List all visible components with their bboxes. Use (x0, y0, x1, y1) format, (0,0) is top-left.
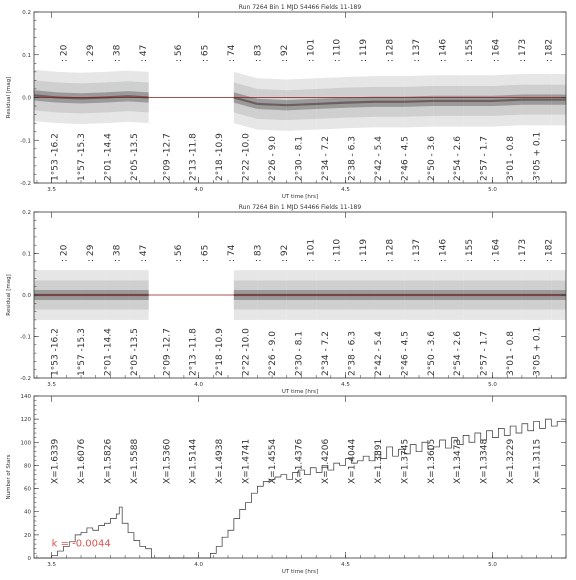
histogram-ytick-label: 140 (20, 394, 31, 400)
histogram-airmass-label: X=1.5588 (129, 438, 140, 484)
residual-0-field-label: : 20 (59, 44, 70, 62)
residual-0-ytick-label: 0.1 (22, 52, 31, 59)
residual-0-time-label: 2°46 - 4.5 (400, 136, 411, 181)
residual-0-time-label: 2°57 - 1.7 (479, 136, 490, 181)
residual-0-xtick-label: 5.0 (488, 187, 497, 193)
residual-0-time-label: 3°05 + 0.1 (532, 131, 543, 181)
histogram-airmass-label: X=1.3115 (532, 438, 543, 484)
residual-1-field-label: : 164 (491, 238, 502, 262)
residual-0-median-line (493, 100, 522, 101)
histogram-airmass-label: X=1.3348 (479, 438, 490, 484)
residual-0-median-line (316, 103, 345, 104)
residual-1-time-label: 1°57 -15.3 (77, 328, 88, 376)
residual-0-time-label: 3°01 - 0.8 (506, 136, 517, 181)
residual-1-field-label: : 83 (253, 244, 264, 262)
residual-0-field-label: : 155 (465, 38, 476, 62)
residual-0-ytick-label: 0.2 (22, 10, 31, 16)
residual-0-xtick-label: 4.0 (194, 187, 203, 193)
histogram-ytick-label: 0 (27, 556, 31, 562)
residual-0-xlabel: UT time [hrs] (281, 194, 319, 200)
star-count-panel (6, 394, 566, 575)
histogram-ytick-label: 40 (24, 509, 31, 516)
residual-0-time-label: 1°53 -16.2 (50, 133, 61, 181)
residual-1-field-label: : 128 (385, 238, 396, 262)
residual-1-ytick-label: 0.1 (22, 251, 31, 258)
residual-0-median-line (346, 102, 375, 103)
residual-1-xtick-label: 5.0 (488, 382, 497, 388)
residual-0-time-label: 2°30 - 8.1 (294, 136, 305, 181)
histogram-xlabel: UT time [hrs] (281, 569, 319, 575)
residual-1-ytick-label: 0.0 (22, 293, 31, 299)
residual-1-ytick-label: 0.2 (22, 210, 31, 216)
histogram-airmass-label: X=1.3605 (426, 438, 437, 484)
residual-0-ylabel: Residual [mag] (6, 76, 12, 119)
histogram-airmass-label: X=1.5144 (188, 438, 199, 484)
residual-0-time-label: 2°22 -10.0 (241, 133, 252, 181)
residual-0-median-line (257, 104, 286, 105)
histogram-ylabel: Number of Stars (6, 454, 12, 500)
residual-0-field-label: : 137 (412, 38, 423, 62)
residual-0-median-line (287, 104, 316, 105)
residual-1-xtick-label: 4.0 (194, 382, 203, 388)
residual-1-time-label: 2°30 - 8.1 (294, 331, 305, 376)
residual-1-field-label: : 92 (279, 244, 290, 262)
residual-1-field-label: : 65 (200, 244, 211, 262)
residual-0-time-label: 2°05 -13.5 (129, 133, 140, 181)
residual-1-field-label: : 29 (85, 244, 96, 262)
residual-1-field-label: : 146 (438, 238, 449, 262)
residual-0-xtick-label: 3.5 (47, 187, 57, 193)
residual-0-field-label: : 74 (226, 44, 237, 62)
residual-0-time-label: 1°57 -15.3 (77, 133, 88, 181)
residual-1-field-label: : 20 (59, 244, 70, 262)
residual-panel-top (6, 4, 566, 200)
residual-1-time-label: 2°38 - 6.3 (347, 331, 358, 376)
histogram-airmass-label: X=1.3891 (373, 438, 384, 484)
residual-0-time-label: 2°50 - 3.6 (426, 136, 437, 181)
residual-0-field-label: : 47 (138, 44, 149, 62)
histogram-airmass-label: X=1.4044 (347, 438, 358, 484)
histogram-ytick-label: 20 (24, 532, 31, 539)
residual-1-time-label: 2°34 - 7.2 (320, 331, 331, 376)
residual-0-field-label: : 92 (279, 44, 290, 62)
residual-1-time-label: 2°18 -10.9 (215, 328, 226, 376)
residual-1-field-label: : 101 (306, 238, 317, 262)
residual-0-field-label: : 29 (85, 44, 96, 62)
histogram-xtick-label: 5.0 (488, 562, 497, 568)
histogram-airmass-label: X=1.4741 (241, 438, 252, 484)
residual-0-time-label: 2°38 - 6.3 (347, 136, 358, 181)
residual-0-ytick-label: 0.0 (22, 95, 31, 102)
residual-1-title: Run 7264 Bin 1 MJD 54466 Fields 11-189 (238, 204, 362, 211)
residual-0-time-label: 2°18 -10.9 (215, 133, 226, 181)
residual-1-field-label: : 47 (138, 244, 149, 262)
residual-1-time-label: 2°13 -11.8 (188, 328, 199, 376)
residual-1-time-label: 2°09 -12.7 (162, 328, 173, 376)
residual-1-field-label: : 56 (174, 244, 185, 262)
histogram-airmass-label: X=1.4938 (215, 438, 226, 484)
histogram-airmass-label: X=1.3473 (453, 438, 464, 484)
histogram-airmass-label: X=1.3229 (506, 438, 517, 484)
residual-0-field-label: : 56 (174, 44, 185, 62)
residual-0-time-label: 2°01 -14.4 (103, 133, 114, 181)
residual-1-time-label: 2°54 - 2.6 (453, 331, 464, 376)
histogram-xtick-label: 4.5 (341, 562, 350, 568)
residual-0-field-label: : 83 (253, 44, 264, 62)
residual-1-xtick-label: 3.5 (47, 382, 57, 388)
residual-0-xtick-label: 4.5 (341, 187, 350, 193)
residual-1-field-label: : 74 (226, 244, 237, 262)
residual-0-time-label: 2°42 - 5.4 (373, 136, 384, 181)
residual-1-time-label: 2°50 - 3.6 (426, 331, 437, 376)
residual-0-time-label: 2°09 -12.7 (162, 133, 173, 181)
residual-1-ylabel: Residual [mag] (6, 274, 12, 316)
residual-1-field-label: : 110 (332, 238, 343, 262)
residual-0-time-label: 2°54 - 2.6 (453, 136, 464, 181)
residual-0-field-label: : 110 (332, 38, 343, 62)
residual-1-time-label: 2°26 - 9.0 (268, 331, 279, 376)
histogram-xtick-label: 3.5 (47, 562, 57, 568)
residual-1-field-label: : 137 (412, 238, 423, 262)
residual-1-field-label: : 38 (112, 244, 123, 262)
histogram-airmass-label: X=1.3745 (400, 438, 411, 484)
residual-1-time-label: 2°22 -10.0 (241, 328, 252, 376)
histogram-airmass-label: X=1.5826 (103, 438, 114, 484)
residual-1-time-label: 3°01 - 0.8 (506, 331, 517, 376)
histogram-airmass-label: X=1.5360 (162, 438, 173, 484)
residual-1-time-label: 2°57 - 1.7 (479, 331, 490, 376)
histogram-ytick-label: 60 (24, 486, 31, 493)
residual-0-field-label: : 182 (544, 38, 555, 62)
residual-0-field-label: : 119 (359, 38, 370, 62)
residual-0-time-label: 2°13 -11.8 (188, 133, 199, 181)
histogram-airmass-label: X=1.6339 (50, 438, 61, 484)
residual-1-xtick-label: 4.5 (341, 382, 350, 388)
residual-1-ytick-label: -0.1 (20, 334, 31, 341)
residual-0-median-line (404, 101, 433, 102)
residual-1-time-label: 3°05 + 0.1 (532, 326, 543, 376)
histogram-ytick-label: 100 (20, 440, 31, 447)
residual-0-field-label: : 173 (517, 38, 528, 62)
residual-1-time-label: 2°01 -14.4 (103, 328, 114, 376)
residual-panel-middle (6, 204, 566, 395)
histogram-annotation: k = -0.0044 (51, 538, 111, 550)
residual-1-field-label: : 173 (517, 238, 528, 262)
residual-1-time-label: 1°53 -16.2 (50, 328, 61, 376)
residual-1-field-label: : 155 (465, 238, 476, 262)
histogram-airmass-label: X=1.6076 (77, 438, 88, 484)
residual-1-ytick-label: -0.2 (20, 376, 31, 382)
residual-0-time-label: 2°34 - 7.2 (320, 136, 331, 181)
residual-1-field-label: : 182 (544, 238, 555, 262)
residual-1-time-label: 2°42 - 5.4 (373, 331, 384, 376)
histogram-airmass-label: X=1.4376 (294, 438, 305, 484)
residual-0-field-label: : 38 (112, 44, 123, 62)
residual-1-field-label: : 119 (359, 238, 370, 262)
residual-1-xlabel: UT time [hrs] (281, 389, 319, 395)
residual-0-ytick-label: -0.2 (20, 181, 31, 187)
residual-0-field-label: : 101 (306, 38, 317, 62)
residual-1-time-label: 2°46 - 4.5 (400, 331, 411, 376)
histogram-xtick-label: 4.0 (194, 562, 203, 568)
histogram-airmass-label: X=1.4206 (320, 438, 331, 484)
histogram-airmass-label: X=1.4554 (268, 438, 279, 484)
histogram-ytick-label: 80 (24, 463, 31, 470)
residual-0-field-label: : 65 (200, 44, 211, 62)
residual-0-field-label: : 164 (491, 38, 502, 62)
residual-1-time-label: 2°05 -13.5 (129, 328, 140, 376)
residual-0-field-label: : 146 (438, 38, 449, 62)
residual-0-ytick-label: -0.1 (20, 138, 31, 145)
residual-0-time-label: 2°26 - 9.0 (268, 136, 279, 181)
histogram-ytick-label: 120 (20, 417, 31, 424)
residual-0-field-label: : 128 (385, 38, 396, 62)
residual-0-title: Run 7264 Bin 1 MJD 54466 Fields 11-189 (238, 4, 362, 11)
